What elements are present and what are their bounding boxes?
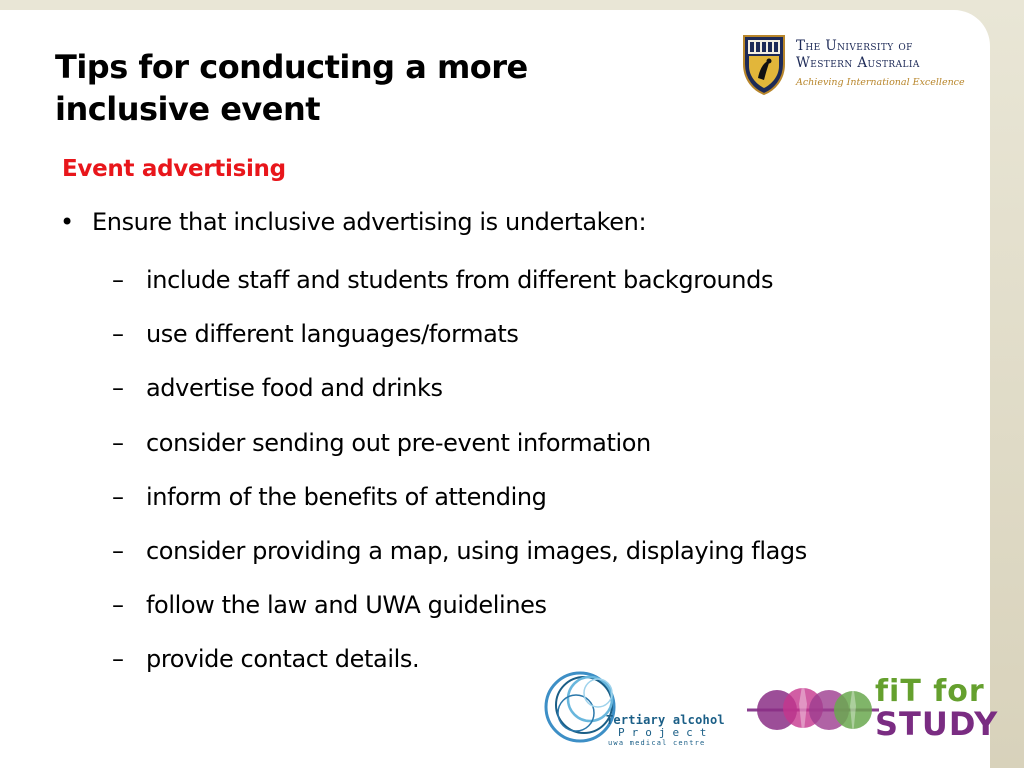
tap-wordmark — [606, 713, 725, 747]
dash-marker: – — [112, 374, 124, 403]
bullet-item — [60, 208, 646, 236]
dash-marker: – — [112, 645, 124, 674]
sub-bullet-text: use different languages/formats — [146, 320, 519, 349]
bullet-marker: • — [60, 208, 74, 236]
bullet-text: Ensure that inclusive advertising is undertaken: — [92, 208, 647, 236]
uwa-crest-icon — [740, 34, 788, 96]
sub-bullet-text: consider sending out pre-event information — [146, 428, 651, 457]
dash-marker: – — [112, 482, 124, 511]
sub-bullet-item — [112, 477, 807, 531]
sub-bullet-text: inform of the benefits of attending — [146, 482, 547, 511]
dash-marker: – — [112, 320, 124, 349]
sub-bullet-item — [112, 531, 807, 585]
dash-marker: – — [112, 428, 124, 457]
sub-bullet-text: provide contact details. — [146, 645, 420, 674]
tap-line-1: Tertiary alcohol — [606, 713, 725, 727]
sub-bullet-item — [112, 260, 807, 314]
section-heading: Event advertising — [62, 156, 286, 182]
slide-canvas — [0, 10, 999, 768]
sub-bullet-list — [112, 260, 807, 694]
uwa-logo — [740, 34, 965, 98]
fit-sparkles-icon — [745, 670, 881, 748]
sub-bullet-text: advertise food and drinks — [146, 374, 443, 403]
tertiary-alcohol-project-logo — [540, 655, 730, 755]
fit-line-1: fiT for — [875, 674, 985, 709]
sub-bullet-text: consider providing a map, using images, displaying flags — [146, 536, 807, 565]
sub-bullet-item — [112, 585, 807, 639]
uwa-tagline: Achieving International Excellence — [796, 77, 965, 88]
uwa-name-line-2: Western Australia — [796, 55, 920, 71]
tap-line-3: uwa medical centre — [608, 739, 706, 747]
uwa-wordmark — [796, 38, 920, 72]
sub-bullet-item — [112, 314, 807, 368]
slide-title-line-2: inclusive event — [55, 90, 321, 128]
dash-marker: – — [112, 266, 124, 294]
dash-marker: – — [112, 591, 124, 620]
sub-bullet-item — [112, 423, 807, 477]
slide-title-line-1: Tips for conducting a more — [55, 48, 528, 86]
fit-wordmark — [875, 674, 999, 743]
fit-for-study-logo — [745, 670, 999, 748]
sub-bullet-text: include staff and students from different backgrounds — [146, 266, 774, 294]
sub-bullet-item — [112, 368, 807, 422]
uwa-name-line-1: The University of — [796, 38, 913, 54]
slide-title — [55, 46, 655, 130]
tap-line-2: Project — [618, 726, 714, 739]
dash-marker: – — [112, 536, 124, 565]
fit-line-2: STUDY — [875, 705, 999, 743]
sub-bullet-text: follow the law and UWA guidelines — [146, 591, 547, 620]
